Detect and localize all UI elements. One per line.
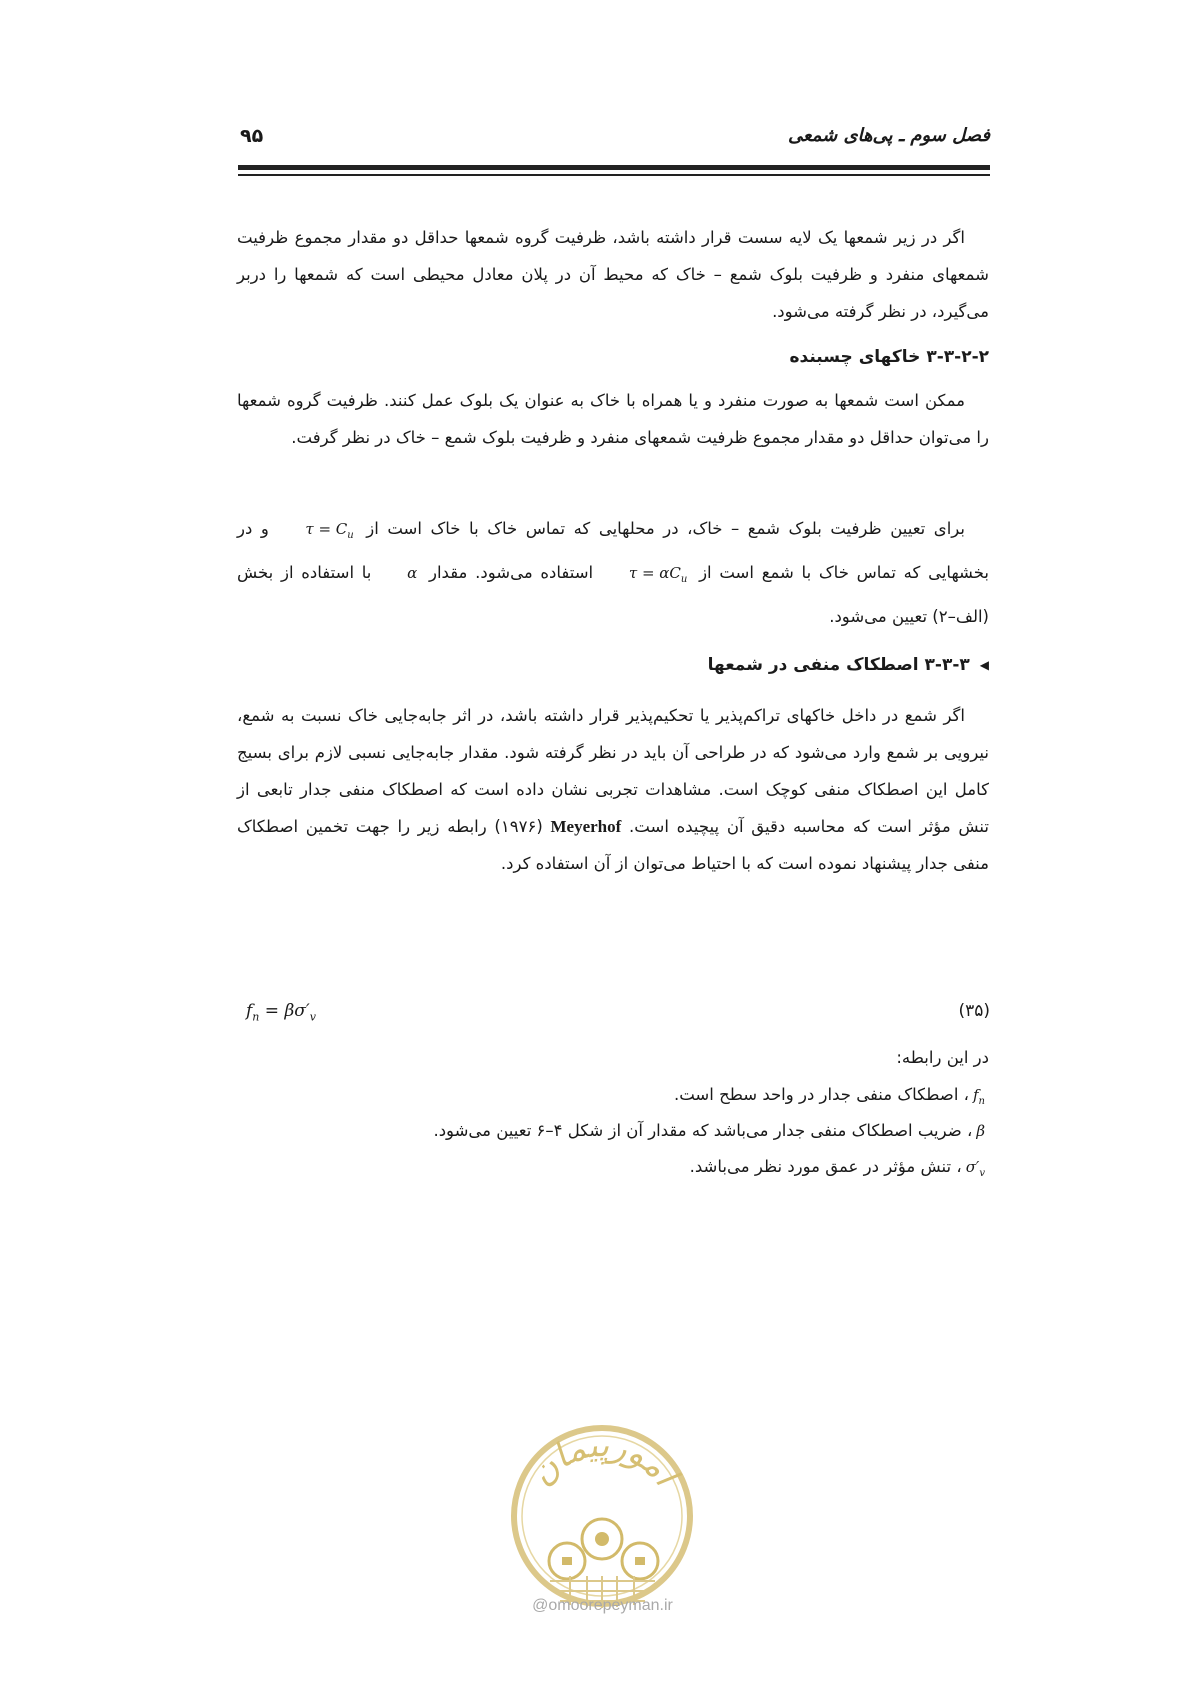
definition-symbol: β	[976, 1122, 985, 1140]
paragraph-3-part1: برای تعیین ظرفیت بلوک شمع – خاک، در محلهایی که تماس خاک با خاک است از	[366, 519, 966, 538]
paragraph-4-text	[237, 697, 989, 882]
definition-text: ، اصطکاک منفی جدار در واحد سطح است.	[673, 1085, 969, 1104]
author-name: Meyerhof	[550, 817, 622, 836]
chapter-title: فصل سوم ـ پی‌های شمعی	[788, 125, 990, 146]
header-rule-thin	[238, 174, 990, 176]
paragraph-4	[237, 697, 989, 882]
definition-sigma	[237, 1157, 989, 1179]
section-heading-negative-friction-text: ۳-۳-۳ اصطکاک منفی در شمعها	[707, 655, 970, 675]
formula-tau-cu: $\tau = C_u$	[305, 520, 354, 541]
paragraph-4-part2: (۱۹۷۶) رابطه زیر را جهت تخمین اصطکاک منفی جدار پیشنهاد نموده است که با احتیاط می‌توان از آن استفاده کرد.	[237, 817, 989, 873]
equation-35	[238, 1001, 990, 1031]
paragraph-4-part1: اگر شمع در داخل خاکهای تراکم‌پذیر یا تحکیم‌پذیر قرار داشته باشد، در اثر جابه‌جایی خاک نسبت به شمع، نیرویی بر شمع وارد می‌شود که در طراحی آن باید در نظر گرفته شود. مقدار جابه‌جایی نسبی لازم برای بسیج کامل این اصطکاک منفی کوچک است. مشاهدات تجربی نشان داده است که اصطکاک منفی جدار تابعی از تنش مؤثر است که محاسبه دقیق آن پیچیده است.	[237, 706, 990, 836]
definitions-intro: در این رابطه:	[896, 1048, 989, 1067]
paragraph-2	[237, 382, 989, 456]
definition-text: ، تنش مؤثر در عمق مورد نظر می‌باشد.	[689, 1157, 962, 1176]
paragraph-3	[237, 510, 989, 635]
section-heading-cohesive-soils: ۳-۳-۲-۲ خاکهای چسبنده	[789, 347, 989, 367]
paragraph-1	[237, 219, 989, 330]
equation-number: (۳۵)	[958, 1001, 990, 1021]
page-number: ۹۵	[240, 125, 264, 147]
paragraph-2-text: ممکن است شمعها به صورت منفرد و یا همراه با خاک به عنوان یک بلوک عمل کنند. ظرفیت گروه شمعها را می‌توان حداقل دو مقدار مجموع ظرفیت شمعهای منفرد و ظرفیت بلوک شمع – خاک در نظر گرفت.	[237, 391, 989, 447]
equation-formula: $f_n = \beta\sigma'_v$	[246, 1001, 316, 1024]
paragraph-3-part4: با استفاده از بخش (الف–۲) تعیین می‌شود.	[237, 563, 989, 626]
definition-symbol: $\sigma'_v$	[965, 1158, 985, 1179]
triangle-marker-icon: ◀	[979, 658, 989, 672]
paragraph-1-text: اگر در زیر شمعها یک لایه سست قرار داشته باشد، ظرفیت گروه شمعها حداقل دو مقدار مجموع ظرفیت شمعهای منفرد و ظرفیت بلوک شمع – خاک که محیط آن در پلان معادل محیطی است که شمعها را دربر می‌گیرد، در نظر گرفته می‌شود.	[237, 228, 989, 321]
paragraph-3-part3: استفاده می‌شود. مقدار	[429, 563, 594, 582]
definition-fn	[237, 1085, 989, 1107]
logo-website: @omoorepeyman.ir	[532, 1597, 673, 1614]
symbol-alpha: α	[407, 564, 418, 582]
section-heading-negative-friction	[237, 655, 989, 675]
definition-text: ، ضریب اصطکاک منفی جدار می‌باشد که مقدار آن از شکل ۴–۶ تعیین می‌شود.	[433, 1121, 973, 1140]
header-rule-thick	[238, 165, 990, 170]
omoorepeyman-logo	[505, 1421, 700, 1611]
paragraph-3-text	[237, 510, 989, 635]
definition-symbol: $f_n$	[972, 1086, 985, 1107]
svg-text:امورپیمان	[522, 1425, 688, 1496]
definition-beta	[237, 1121, 989, 1143]
formula-tau-alpha-cu: $\tau = \alpha C_u$	[628, 564, 688, 585]
paragraph-3-part2: و در بخشهایی که تماس خاک با شمع است از	[237, 519, 990, 582]
logo-script-text: امورپیمان	[521, 1425, 685, 1494]
